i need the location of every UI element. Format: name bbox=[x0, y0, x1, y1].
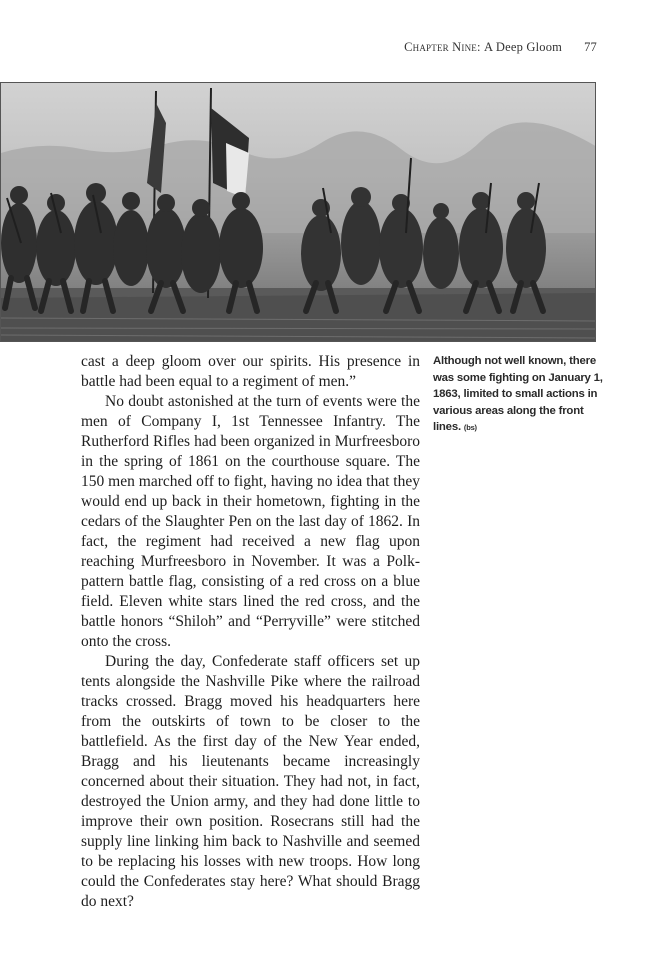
body-text bbox=[81, 352, 420, 912]
reenactors-illustration bbox=[1, 83, 596, 342]
paragraph-2: No doubt astonished at the turn of events were the men of Company I, 1st Tennessee Infantry. The Rutherford Rifles had been organized in Murfreesboro in the spring of 1861 on the courthouse square. The 150 men marched off to fight, having no idea that they would end up back in their hometown, fighting in the cedars of the Slaughter Pen on the last day of 1862. In fact, the regiment had received a new flag upon reaching Murfreesboro in November. It was a Polk-pattern battle flag, consisting of a red cross on a blue field. Eleven white stars lined the red cross, and the battle honors “Shiloh” and “Perryville” were stitched onto the cross. bbox=[81, 393, 420, 650]
photo-credit: (bs) bbox=[463, 423, 477, 433]
chapter-label: Chapter Nine: bbox=[404, 40, 481, 54]
chapter-title: A Deep Gloom bbox=[484, 40, 563, 54]
photo-caption bbox=[433, 353, 603, 437]
paragraph-3: During the day, Confederate staff officers set up tents alongside the Nashville Pike where the railroad tracks crossed. Bragg moved his headquarters here from the outskirts of town to be closer to the battlefield. As the first day of the New Year ended, Bragg and his lieutenants became increasingly concerned about their situation. They had not, in fact, destroyed the Union army, and they had done little to improve their own position. Rosecrans still had the supply line linking him back to Nashville and seemed to be replacing his losses with new troops. How long could the Confederates stay here? What should Bragg do next? bbox=[81, 653, 420, 910]
page-number: 77 bbox=[584, 40, 597, 54]
caption-text: Although not well known, there was some fighting on January 1, 1863, limited to small actions in various areas along the front lines. bbox=[433, 355, 603, 434]
battle-photo bbox=[0, 82, 596, 342]
paragraph-1: cast a deep gloom over our spirits. His presence in battle had been equal to a regiment of men.” bbox=[81, 353, 420, 390]
running-head bbox=[404, 40, 597, 55]
chapter-heading bbox=[404, 40, 562, 55]
